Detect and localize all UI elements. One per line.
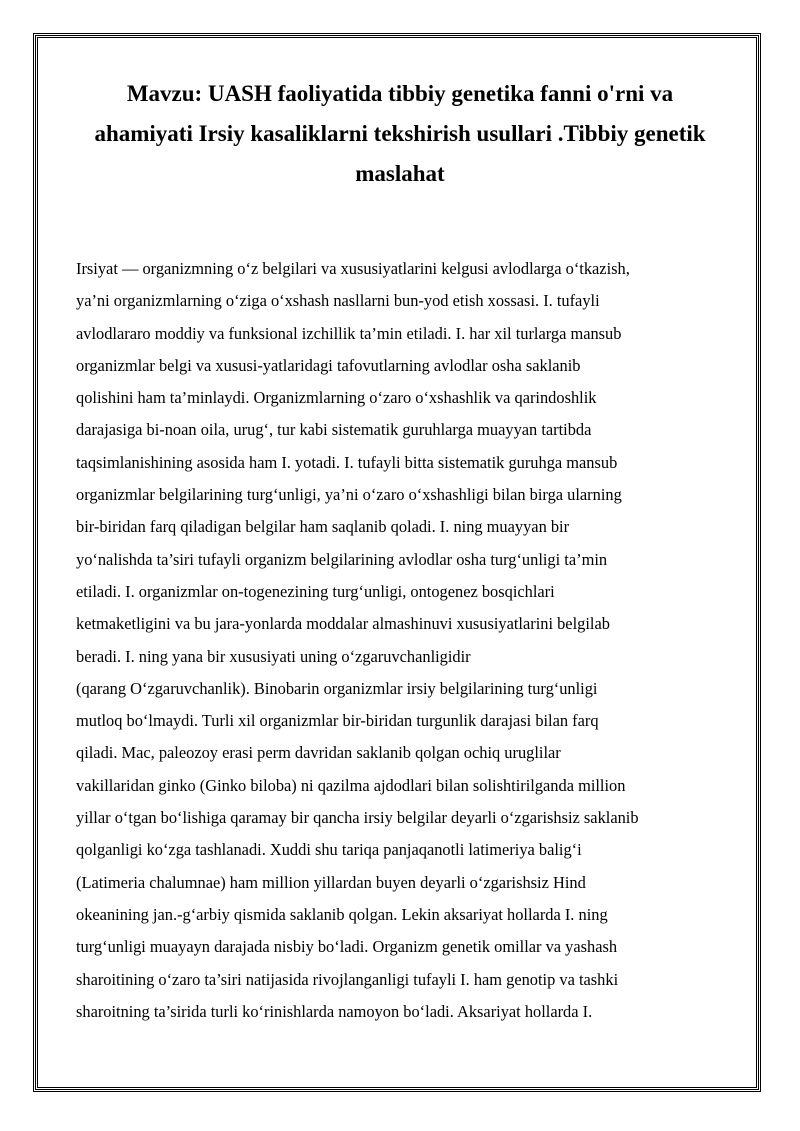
title-line: maslahat	[355, 161, 445, 186]
body-line: (qarang O‘zgaruvchanlik). Binobarin organizmlar irsiy belgilarining turg‘unligi	[76, 678, 598, 698]
body-line: yo‘nalishda ta’siri tufayli organizm belgilarining avlodlar osha turg‘unligi ta’min	[76, 549, 608, 569]
body-line: bir-biridan farq qiladigan belgilar ham saqlanib qoladi. I. ning muayyan bir	[76, 517, 570, 537]
body-line: sharoitining o‘zaro ta’siri natijasida rivojlanganligi tufayli I. ham genotip va tashki	[76, 969, 619, 989]
body-line: yillar o‘tgan bo‘lishiga qaramay bir qancha irsiy belgilar deyarli o‘zgarishsiz saklanib	[76, 808, 639, 828]
body-line: Irsiyat — organizmning o‘z belgilari va xususiyatlarini kelgusi avlodlarga o‘tkazish,	[76, 259, 630, 278]
body-line: qolganligi ko‘zga tashlanadi. Xuddi shu tariqa panjaqanotli latimeriya balig‘i	[76, 840, 582, 860]
document-body	[76, 253, 736, 1028]
body-line: qiladi. Mac, paleozoy erasi perm davridan saklanib qolgan ochiq uruglilar	[76, 743, 561, 763]
title-line: ahamiyati Irsiy kasaliklarni tekshirish usullari .Tibbiy genetik	[94, 121, 706, 146]
body-line: avlodlararo moddiy va funksional izchillik ta’min etiladi. I. har xil turlarga mansub	[76, 323, 622, 343]
body-line: sharoitning ta’sirida turli ko‘rinishlarda namoyon bo‘ladi. Aksariyat hollarda I.	[76, 1001, 593, 1021]
body-line: beradi. I. ning yana bir xususiyati uning o‘zgaruvchanligidir	[76, 646, 471, 666]
body-line: okeanining jan.-g‘arbiy qismida saklanib qolgan. Lekin aksariyat hollarda I. ning	[76, 904, 608, 924]
body-line: qolishini ham ta’minlaydi. Organizmlarning o‘zaro o‘xshashlik va qarindoshlik	[76, 388, 597, 408]
document-title	[60, 74, 740, 194]
body-line: taqsimlanishining asosida ham I. yotadi. I. tufayli bitta sistematik guruhga mansub	[76, 452, 618, 472]
body-line: organizmlar belgi va xususi-yatlaridagi tafovutlarning avlodlar osha saklanib	[76, 355, 581, 375]
body-line: (Latimeria chalumnae) ham million yillardan buyen deyarli o‘zgarishsiz Hind	[76, 872, 586, 892]
title-line: Mavzu: UASH faoliyatida tibbiy genetika fanni o'rni va	[126, 81, 674, 106]
body-line: ya’ni organizmlarning o‘ziga o‘xshash nasllarni bun-yod etish xossasi. I. tufayli	[76, 291, 600, 311]
body-line: organizmlar belgilarining turg‘unligi, ya’ni o‘zaro o‘xshashligi bilan birga ularning	[76, 485, 622, 505]
body-line: vakillaridan ginko (Ginko biloba) ni qazilma ajdodlari bilan solishtirilganda million	[76, 775, 626, 795]
body-line: turg‘unligi muayayn darajada nisbiy bo‘ladi. Organizm genetik omillar va yashash	[76, 937, 618, 957]
body-line: mutloq bo‘lmaydi. Turli xil organizmlar bir-biridan turgunlik darajasi bilan farq	[76, 711, 599, 731]
body-line: darajasiga bi-noan oila, urug‘, tur kabi sistematik guruhlarga muayyan tartibda	[76, 420, 592, 440]
body-line: ketmaketligini va bu jara-yonlarda moddalar almashinuvi xususiyatlarini belgilab	[76, 614, 610, 634]
body-line: etiladi. I. organizmlar on-togenezining turg‘unligi, ontogenez bosqichlari	[76, 581, 555, 601]
